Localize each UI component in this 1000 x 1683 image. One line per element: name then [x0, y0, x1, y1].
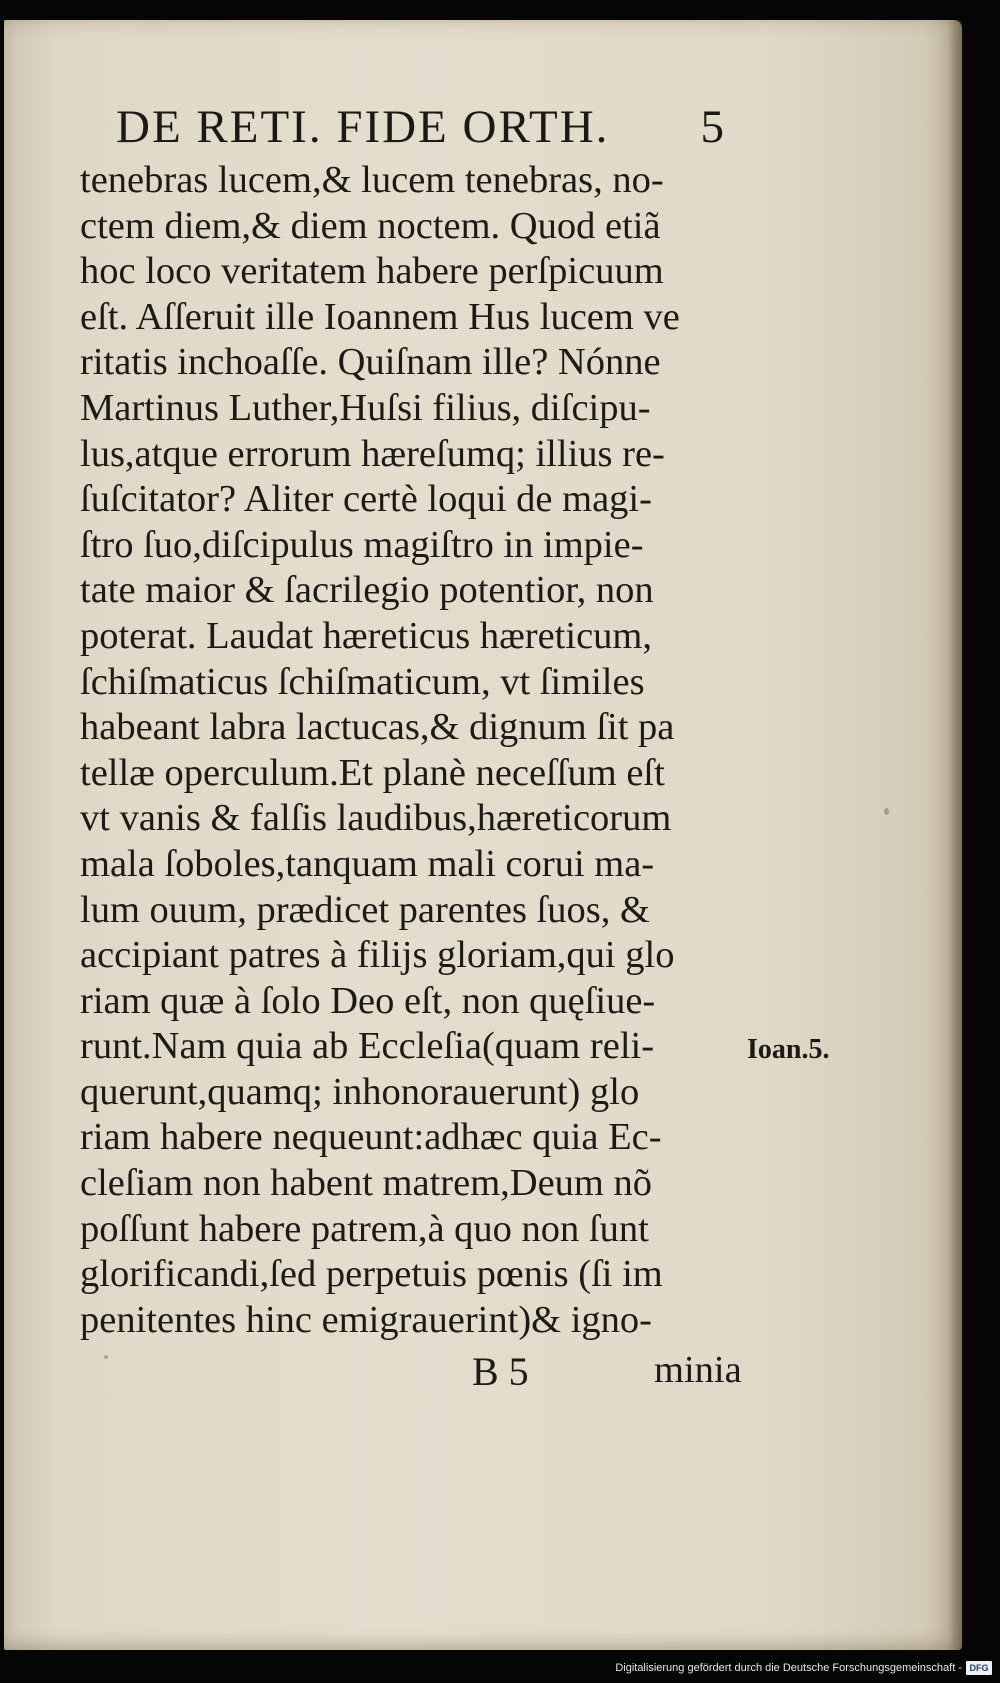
body-text: [80, 158, 760, 1343]
text-line: vt vanis & falſis laudibus,hæreticorum: [80, 797, 672, 840]
text-line: ritatis inchoaſſe. Quiſnam ille? Nónne: [80, 341, 661, 384]
book-page: [4, 20, 962, 1650]
catchword: minia: [654, 1349, 742, 1391]
running-title: DE RETI. FIDE ORTH.: [116, 101, 610, 153]
text-line: glorificandi,ſed perpetuis pœnis (ſi im: [80, 1253, 663, 1296]
text-line: ſchiſmaticus ſchiſmaticum, vt ſimiles: [80, 660, 645, 703]
text-line: querunt,quamq; inhonorauerunt) glo: [80, 1070, 640, 1113]
text-line: tellæ operculum.Et planè neceſſum eſt: [80, 751, 665, 794]
text-line: lus,atque errorum hæreſumq; illius re-: [80, 432, 665, 475]
text-line: Martinus Luther,Huſsi filius, diſcipu-: [80, 386, 651, 429]
credit-text: Digitalisierung gefördert durch die Deutsche Forschungsgemeinschaft -: [615, 1662, 962, 1674]
text-line: habeant labra lactucas,& dignum ſit pa: [80, 706, 675, 749]
text-line: tate maior & ſacrilegio potentior, non: [80, 569, 654, 612]
text-line: poſſunt habere patrem,à quo non ſunt: [80, 1207, 649, 1250]
text-line: ctem diem,& diem noctem. Quod etiã: [80, 204, 661, 247]
text-line: mala ſoboles,tanquam mali corui ma-: [80, 842, 655, 885]
text-line: riam quæ à ſolo Deo eſt, non quęſiue-: [80, 979, 656, 1022]
text-line: ſuſcitator? Aliter certè loqui de magi-: [80, 478, 652, 521]
text-line: poterat. Laudat hæreticus hæreticum,: [80, 614, 652, 657]
text-line: tenebras lucem,& lucem tenebras, no-: [80, 159, 664, 201]
page-number: 5: [700, 101, 726, 153]
text-line: penitentes hinc emigrauerint)& igno-: [80, 1298, 652, 1341]
digitization-credit: [615, 1657, 992, 1679]
paper-spot: [884, 808, 889, 815]
text-line: riam habere nequeunt:adhæc quia Ec-: [80, 1116, 662, 1159]
signature-mark: B 5: [472, 1349, 529, 1394]
text-line: eſt. Aſſeruit ille Ioannem Hus lucem ve: [80, 295, 680, 338]
running-header: [116, 100, 726, 160]
paper-spot: [104, 1355, 108, 1359]
text-line: cleſiam non habent matrem,Deum nõ: [80, 1162, 652, 1205]
marginal-note: Ioan.5.: [747, 1034, 830, 1065]
text-line: hoc loco veritatem habere perſpicuum: [80, 250, 664, 293]
text-line: lum ouum, prædicet parentes ſuos, &: [80, 888, 650, 931]
text-line: accipiant patres à filijs gloriam,qui glo: [80, 934, 675, 977]
text-line: runt.Nam quia ab Eccleſia(quam reli-: [80, 1025, 655, 1068]
dfg-logo-icon: DFG: [966, 1661, 992, 1675]
page-edge-shadow: [948, 20, 962, 1650]
text-line: ſtro ſuo,diſcipulus magiſtro in impie-: [80, 523, 644, 566]
